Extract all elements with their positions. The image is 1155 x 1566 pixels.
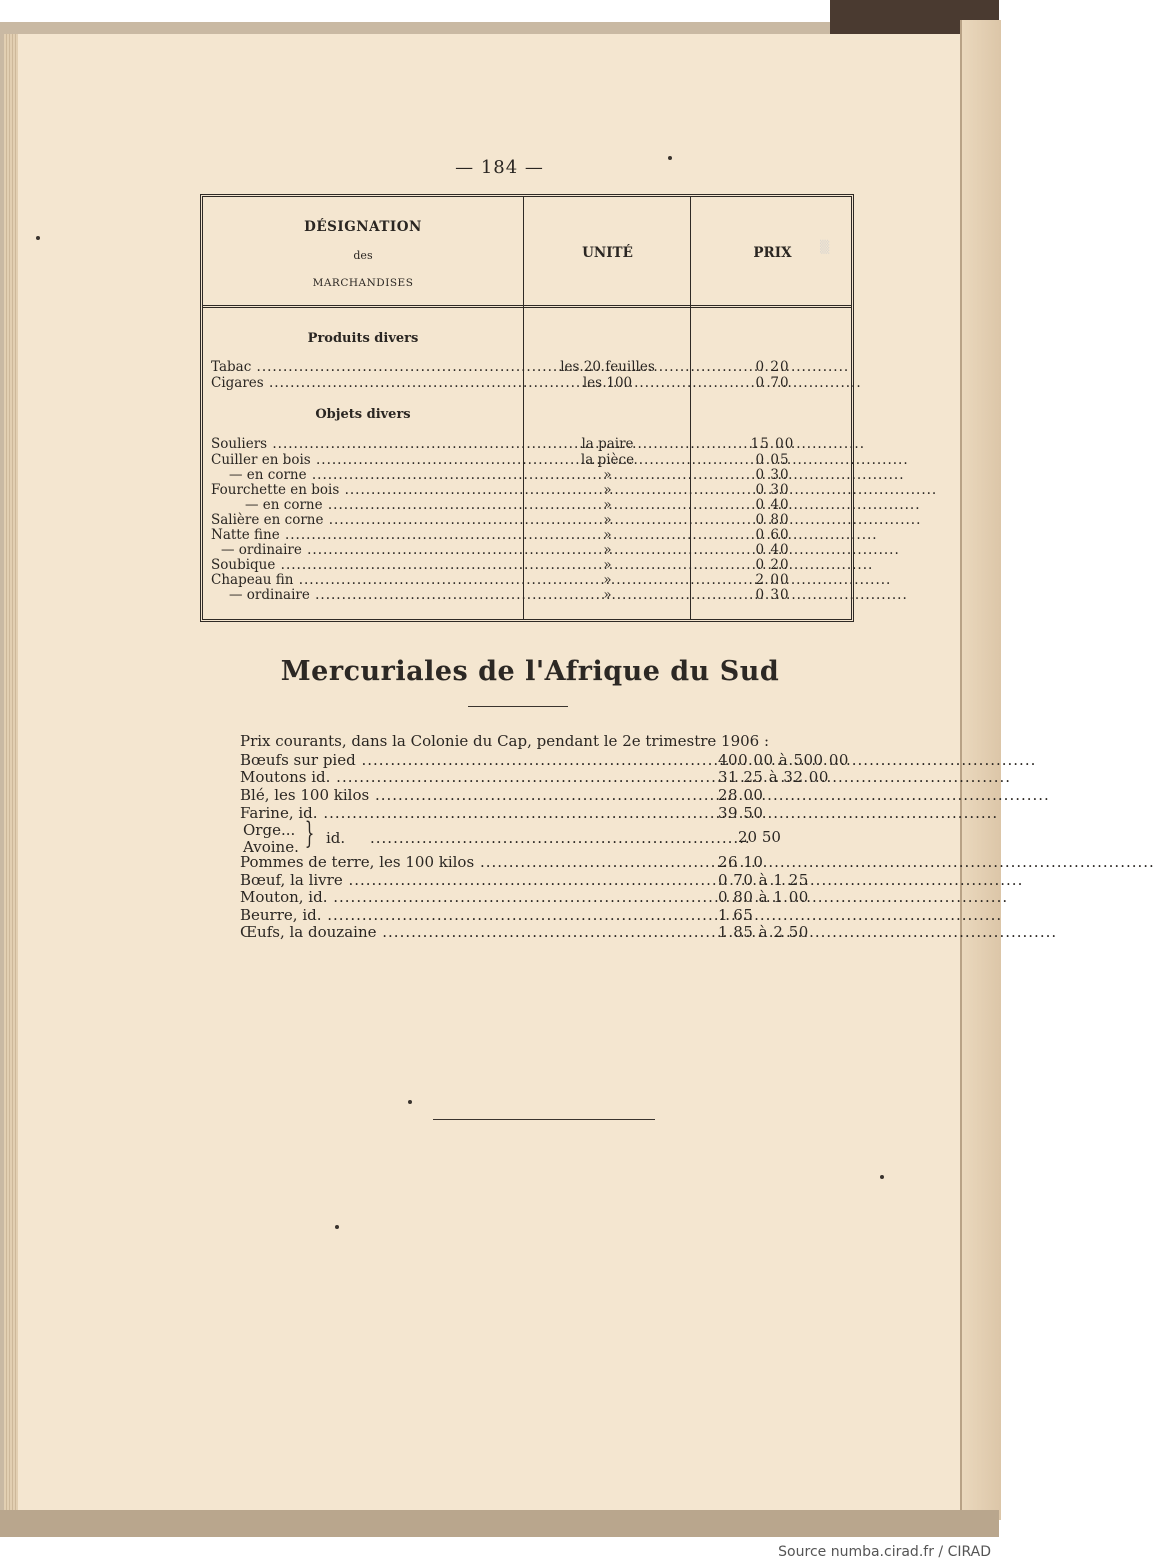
price-row-value: 400 00 à 500 00	[718, 751, 849, 769]
row-unit: »	[603, 542, 612, 558]
row-name: Chapeau fin .....	[211, 573, 521, 588]
price-row-name: Bœuf, la livre .....	[240, 871, 710, 889]
price-row-name: Pommes de terre, les 100 kilos .....	[240, 853, 710, 871]
price-row-value: 0 80 à 1 00	[718, 888, 809, 906]
paper-speck	[880, 1175, 884, 1179]
header-marchandises: MARCHANDISES	[312, 277, 414, 289]
row-name: Souliers .....	[211, 437, 521, 452]
row-price: 15 00	[750, 436, 795, 452]
row-price: 0 70	[755, 375, 790, 391]
header-unite: UNITÉ	[582, 245, 633, 261]
row-unit: »	[603, 587, 612, 603]
book-bottom	[0, 1510, 999, 1537]
row-price: 0 30	[755, 467, 790, 483]
price-row-value: 39 50	[718, 804, 764, 822]
price-row-name: Farine, id. .....	[240, 804, 710, 822]
paper-speck	[36, 236, 40, 240]
page-edges	[4, 34, 18, 1510]
paper-speck	[408, 1100, 412, 1104]
row-unit: »	[603, 572, 612, 588]
header-des: des	[353, 249, 373, 262]
price-table	[200, 194, 854, 622]
row-unit: »	[603, 467, 612, 483]
row-name: — ordinaire .....	[211, 588, 521, 603]
leader-dots: ..................................................................	[370, 829, 751, 847]
table-row	[211, 360, 855, 375]
orge-avoine-labels	[243, 822, 299, 856]
row-name: Fourchette en bois .....	[211, 483, 521, 498]
orge-id: id.	[326, 829, 346, 847]
row-name: — en corne .....	[211, 468, 521, 483]
row-name: — ordinaire .....	[211, 543, 521, 558]
row-name: Soubique .....	[211, 558, 521, 573]
price-row-value: 26 10	[718, 853, 764, 871]
row-unit: »	[603, 497, 612, 513]
row-price: 0 05	[755, 452, 790, 468]
price-row-name: Moutons id. .....	[240, 768, 710, 786]
header-rule	[203, 305, 851, 308]
price-row-value: 28 00	[718, 786, 764, 804]
price-row	[240, 786, 865, 804]
row-price: 0 30	[755, 587, 790, 603]
price-row	[240, 751, 865, 769]
price-row-value: 1 65	[718, 906, 754, 924]
price-row	[240, 768, 865, 786]
section-title: Objets divers	[315, 407, 411, 422]
row-price: 2 00	[755, 572, 790, 588]
table-row	[211, 483, 855, 498]
row-name: Cigares .....	[211, 376, 521, 391]
price-row-value: 31 25 à 32 00	[718, 768, 829, 786]
row-price: 0 20	[755, 557, 790, 573]
heading-rule	[468, 706, 568, 707]
avoine-label: Avoine.	[243, 838, 299, 856]
table-row	[211, 468, 855, 483]
price-row-name: Mouton, id. .....	[240, 888, 710, 906]
row-name: — en corne .....	[211, 498, 521, 513]
table-row	[211, 588, 855, 603]
row-price: 0 60	[755, 527, 790, 543]
row-name: Salière en corne .....	[211, 513, 521, 528]
row-unit: la paire	[581, 436, 634, 452]
price-row	[240, 888, 865, 906]
row-name: Tabac .....	[211, 360, 521, 375]
bleed-through: ▒	[820, 240, 830, 254]
price-row-name: Bœufs sur pied .....	[240, 751, 710, 769]
table-row	[211, 543, 855, 558]
row-unit: les 20 feuilles	[560, 359, 655, 375]
row-price: 0 80	[755, 512, 790, 528]
header-designation: DÉSIGNATION	[304, 219, 422, 235]
row-price: 0 20	[755, 359, 790, 375]
table-row	[211, 376, 855, 391]
price-row	[240, 853, 865, 871]
row-unit: la pièce	[580, 452, 635, 468]
row-unit: »	[603, 557, 612, 573]
table-row	[211, 528, 855, 543]
table-row	[211, 453, 855, 468]
price-row	[240, 804, 865, 822]
table-row	[211, 498, 855, 513]
row-price: 0 40	[755, 542, 790, 558]
source-credit: Source numba.cirad.fr / CIRAD	[778, 1544, 991, 1560]
table-row	[211, 573, 855, 588]
price-row-value: 1 85 à 2 50	[718, 923, 809, 941]
price-row-name: Œufs, la douzaine .....	[240, 923, 710, 941]
row-unit: les 100	[582, 375, 633, 391]
paper-speck	[335, 1225, 339, 1229]
row-unit: »	[603, 512, 612, 528]
row-price: 0 30	[755, 482, 790, 498]
price-row-name: Beurre, id. .....	[240, 906, 710, 924]
price-row-name: Blé, les 100 kilos .....	[240, 786, 710, 804]
orge-label: Orge...	[243, 821, 296, 839]
brace: }	[304, 816, 315, 851]
table-row	[211, 437, 855, 452]
table-row	[211, 558, 855, 573]
row-price: 0 40	[755, 497, 790, 513]
paper-speck	[668, 156, 672, 160]
header-prix: PRIX	[753, 245, 792, 261]
section-title: Produits divers	[307, 331, 419, 346]
page-number: — 184 —	[455, 157, 544, 178]
end-rule	[433, 1119, 655, 1120]
price-row	[240, 871, 865, 889]
price-row	[240, 923, 865, 941]
row-name: Cuiller en bois .....	[211, 453, 521, 468]
row-unit: »	[603, 482, 612, 498]
price-row	[240, 906, 865, 924]
price-row-value: 0 70 à 1 25	[718, 871, 809, 889]
section-heading: Mercuriales de l'Afrique du Sud	[280, 656, 780, 687]
orge-value: 20 50	[738, 828, 781, 846]
intro-text: Prix courants, dans la Colonie du Cap, pendant le 2e trimestre 1906 :	[240, 732, 770, 750]
row-unit: »	[603, 527, 612, 543]
row-name: Natte fine .....	[211, 528, 521, 543]
table-row	[211, 513, 855, 528]
